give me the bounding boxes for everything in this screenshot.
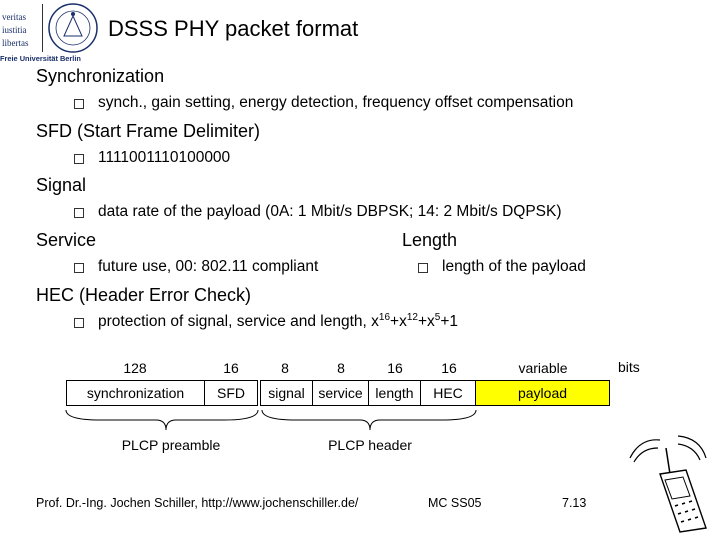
hec-text-prefix: protection of signal, service and length, x	[98, 313, 379, 330]
logo-word: iustitia	[2, 25, 27, 35]
bullet-item	[74, 258, 318, 276]
bit-count: 16	[387, 360, 403, 376]
field-payload: payload	[476, 380, 610, 406]
heading-hec: HEC (Header Error Check)	[36, 285, 252, 305]
bullet-item	[418, 258, 586, 276]
logo-word: veritas	[2, 12, 26, 22]
bit-count: 8	[337, 360, 345, 376]
heading-sfd: SFD (Start Frame Delimiter)	[36, 121, 261, 141]
bullet-text: length of the payload	[442, 258, 586, 275]
bullet-text	[98, 313, 458, 331]
field-synchronization: synchronization	[66, 380, 204, 406]
square-bullet-icon	[74, 154, 84, 164]
square-bullet-icon	[74, 208, 84, 218]
heading-service: Service	[36, 230, 97, 250]
square-bullet-icon	[418, 263, 428, 273]
seal-icon	[46, 2, 100, 54]
logo-word: libertas	[2, 38, 29, 48]
square-bullet-icon	[74, 99, 84, 109]
field-sfd: SFD	[204, 380, 258, 406]
square-bullet-icon	[74, 263, 84, 273]
hec-text-suffix: +1	[440, 313, 459, 330]
bit-count: 16	[223, 360, 239, 376]
group-braces	[60, 408, 490, 436]
mobile-phone-icon	[620, 430, 716, 534]
preamble-brace	[66, 410, 258, 430]
heading-synchronization: Synchronization	[36, 66, 165, 86]
group-label-header: PLCP header	[328, 437, 412, 453]
logo-university: Freie Universität Berlin	[0, 54, 81, 63]
university-logo	[0, 0, 100, 68]
field-signal: signal	[260, 380, 312, 406]
field-hec: HEC	[420, 380, 476, 406]
hec-exponent: 12	[406, 311, 418, 323]
square-bullet-icon	[74, 318, 84, 328]
bullet-item	[74, 203, 562, 221]
bullet-item	[74, 313, 458, 331]
field-service: service	[312, 380, 368, 406]
field-length: length	[368, 380, 420, 406]
bullet-text: synch., gain setting, energy detection, frequency offset compensation	[98, 94, 574, 111]
heading-signal: Signal	[36, 175, 87, 195]
bullet-text: future use, 00: 802.11 compliant	[98, 258, 319, 275]
header-brace	[262, 410, 476, 430]
footer-course: MC SS05	[428, 496, 482, 510]
footer-page-number: 7.13	[562, 496, 587, 510]
page-title: DSSS PHY packet format	[108, 16, 359, 41]
bit-count: 8	[281, 360, 289, 376]
group-label-preamble: PLCP preamble	[121, 437, 221, 453]
hec-text-part: +x	[390, 313, 407, 330]
bit-count: 128	[123, 360, 147, 376]
bit-count: 16	[441, 360, 457, 376]
bits-unit-label: bits	[618, 359, 640, 375]
hec-text-part: +x	[417, 313, 435, 330]
bit-count: variable	[518, 360, 568, 376]
bullet-text: data rate of the payload (0A: 1 Mbit/s DBPSK; 14: 2 Mbit/s DQPSK)	[98, 203, 562, 220]
bullet-item	[74, 149, 230, 167]
hec-exponent: 16	[378, 311, 391, 323]
hec-exponent: 5	[434, 311, 441, 323]
footer-author: Prof. Dr.-Ing. Jochen Schiller, http://www.jochenschiller.de/	[36, 496, 359, 510]
bullet-item	[74, 94, 573, 112]
heading-length: Length	[402, 230, 458, 250]
bullet-text: 1111001110100000	[98, 149, 231, 166]
